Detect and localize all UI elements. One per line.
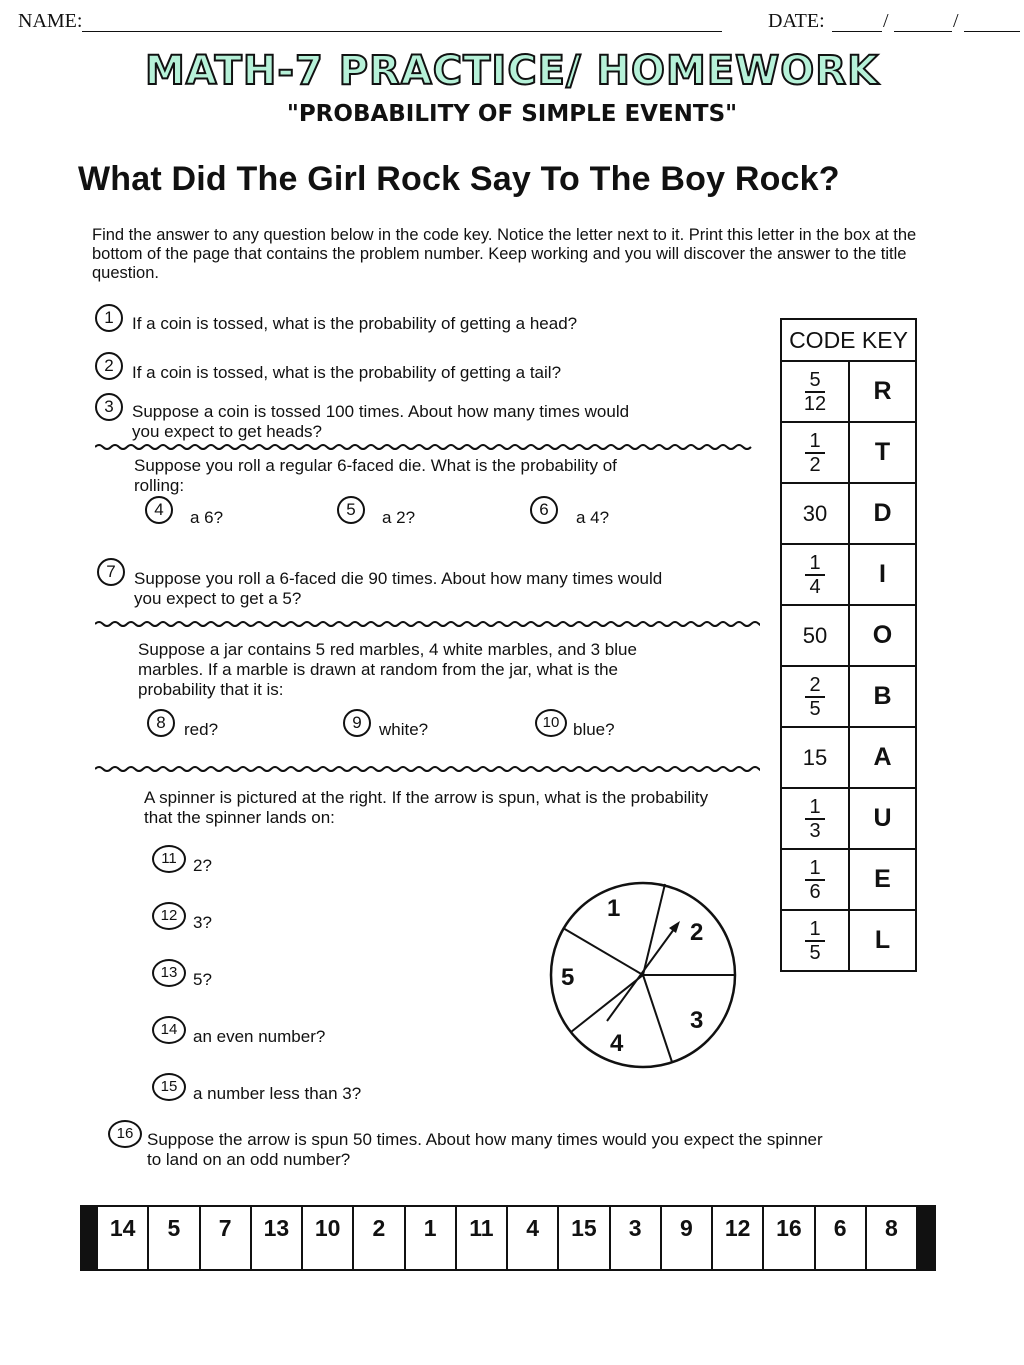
question-number: 12 (152, 902, 186, 930)
spinner-diagram (548, 880, 738, 1070)
code-letter: U (849, 788, 916, 849)
question-9-text: white? (379, 720, 429, 739)
code-key-row (781, 422, 916, 483)
code-value: 30 (781, 483, 849, 544)
answer-box[interactable]: 16 (764, 1207, 815, 1269)
question-number: 1 (95, 304, 123, 332)
code-key-row (781, 483, 916, 544)
code-letter: L (849, 910, 916, 971)
answer-box[interactable]: 8 (867, 1207, 918, 1269)
code-letter: B (849, 666, 916, 727)
code-key-table (780, 318, 917, 972)
code-letter: D (849, 483, 916, 544)
worksheet-heading: MATH-7 PRACTICE/ HOMEWORK (144, 48, 880, 94)
die-intro: Suppose you roll a regular 6-faced die. What is the probability of rolling: (134, 456, 617, 495)
answer-box[interactable]: 5 (149, 1207, 200, 1269)
spinner-label: 2 (690, 919, 704, 946)
question-number: 15 (152, 1073, 186, 1101)
worksheet-subheading: "PROBABILITY OF SIMPLE EVENTS" (286, 101, 738, 127)
fraction: $\frac{2}{5}$ (805, 674, 824, 720)
fraction: $\frac{1}{2}$ (805, 430, 824, 476)
code-letter: T (849, 422, 916, 483)
fraction: $\frac{1}{4}$ (805, 552, 824, 598)
marble-intro: Suppose a jar contains 5 red marbles, 4 white marbles, and 3 blue marbles. If a marble is drawn at random from the jar, what is the probability that it is: (138, 640, 637, 699)
fraction: $\frac{1}{5}$ (805, 918, 824, 964)
date-separator: / (953, 10, 959, 32)
spinner-label: 3 (690, 1007, 704, 1034)
code-key-row (781, 666, 916, 727)
question-11-text: 2? (193, 856, 212, 875)
question-number: 13 (152, 959, 186, 987)
question-13-text: 5? (193, 970, 212, 989)
question-4-text: a 6? (190, 508, 224, 527)
code-letter: I (849, 544, 916, 605)
section-divider (95, 619, 760, 629)
question-8-text: red? (184, 720, 219, 739)
answer-box[interactable]: 12 (713, 1207, 764, 1269)
name-label: NAME: (18, 10, 83, 32)
question-number: 16 (108, 1120, 142, 1148)
instructions: Find the answer to any question below in the code key. Notice the letter next to it. Print this letter in the box at the bottom of the page that contains the problem number. Keep working and you will discover the answer to the title question. (92, 226, 917, 282)
code-key-row (781, 910, 916, 971)
code-key-row (781, 727, 916, 788)
code-key-row (781, 788, 916, 849)
question-number: 7 (97, 558, 125, 586)
question-number: 8 (147, 709, 175, 737)
code-letter: A (849, 727, 916, 788)
question-number: 4 (145, 496, 173, 524)
question-16-text: Suppose the arrow is spun 50 times. About how many times would you expect the spinner to land on an odd number? (147, 1130, 823, 1169)
question-number: 9 (343, 709, 371, 737)
spinner-intro: A spinner is pictured at the right. If the arrow is spun, what is the probability that the spinner lands on: (144, 788, 709, 827)
answer-box[interactable]: 15 (559, 1207, 610, 1269)
fraction: $\frac{1}{6}$ (805, 857, 824, 903)
question-number: 2 (95, 352, 123, 380)
code-key-row (781, 544, 916, 605)
question-7-text: Suppose you roll a 6-faced die 90 times. About how many times would you expect to get a 5? (134, 569, 663, 608)
date-separator: / (883, 10, 889, 32)
question-2-text: If a coin is tossed, what is the probability of getting a tail? (132, 363, 562, 382)
answer-box[interactable]: 13 (252, 1207, 303, 1269)
answer-bar-left (82, 1207, 98, 1269)
question-15-text: a number less than 3? (193, 1084, 362, 1103)
fraction: $\frac{5}{12}$ (803, 368, 827, 415)
question-6-text: a 4? (576, 508, 610, 527)
code-letter: E (849, 849, 916, 910)
answer-box[interactable]: 9 (662, 1207, 713, 1269)
answer-box[interactable]: 14 (98, 1207, 149, 1269)
code-key-row (781, 605, 916, 666)
riddle-title: What Did The Girl Rock Say To The Boy Rock? (78, 160, 840, 198)
code-value: 50 (781, 605, 849, 666)
answer-box[interactable]: 1 (406, 1207, 457, 1269)
answer-bar-right (918, 1207, 934, 1269)
question-number: 11 (152, 845, 186, 873)
section-divider (95, 442, 760, 452)
question-number: 5 (337, 496, 365, 524)
question-number: 14 (152, 1016, 186, 1044)
code-key-row (781, 361, 916, 422)
question-3-text: Suppose a coin is tossed 100 times. About how many times would you expect to get heads? (132, 402, 630, 441)
answer-box[interactable]: 10 (303, 1207, 354, 1269)
question-10-text: blue? (573, 720, 615, 739)
code-key-header: CODE KEY (781, 319, 916, 361)
answer-box[interactable]: 2 (354, 1207, 405, 1269)
code-key-row (781, 849, 916, 910)
question-14-text: an even number? (193, 1027, 326, 1046)
answer-box[interactable]: 11 (457, 1207, 508, 1269)
answer-boxes (80, 1205, 936, 1271)
answer-box[interactable]: 6 (816, 1207, 867, 1269)
question-number: 3 (95, 393, 123, 421)
code-value: 15 (781, 727, 849, 788)
name-field[interactable] (82, 31, 722, 32)
code-letter: R (849, 361, 916, 422)
answer-box[interactable]: 7 (201, 1207, 252, 1269)
answer-box[interactable]: 4 (508, 1207, 559, 1269)
date-day-field[interactable] (894, 31, 952, 32)
spinner-label: 5 (561, 964, 575, 991)
question-number: 10 (535, 709, 567, 737)
section-divider (95, 764, 760, 774)
spinner-label: 1 (607, 895, 621, 922)
answer-box[interactable]: 3 (611, 1207, 662, 1269)
question-12-text: 3? (193, 913, 212, 932)
code-letter: O (849, 605, 916, 666)
date-year-field[interactable] (964, 31, 1020, 32)
question-5-text: a 2? (382, 508, 416, 527)
date-label: DATE: (768, 10, 825, 32)
fraction: $\frac{1}{3}$ (805, 796, 824, 842)
question-1-text: If a coin is tossed, what is the probability of getting a head? (132, 314, 578, 333)
question-number: 6 (530, 496, 558, 524)
date-month-field[interactable] (832, 31, 882, 32)
spinner-label: 4 (610, 1030, 624, 1057)
